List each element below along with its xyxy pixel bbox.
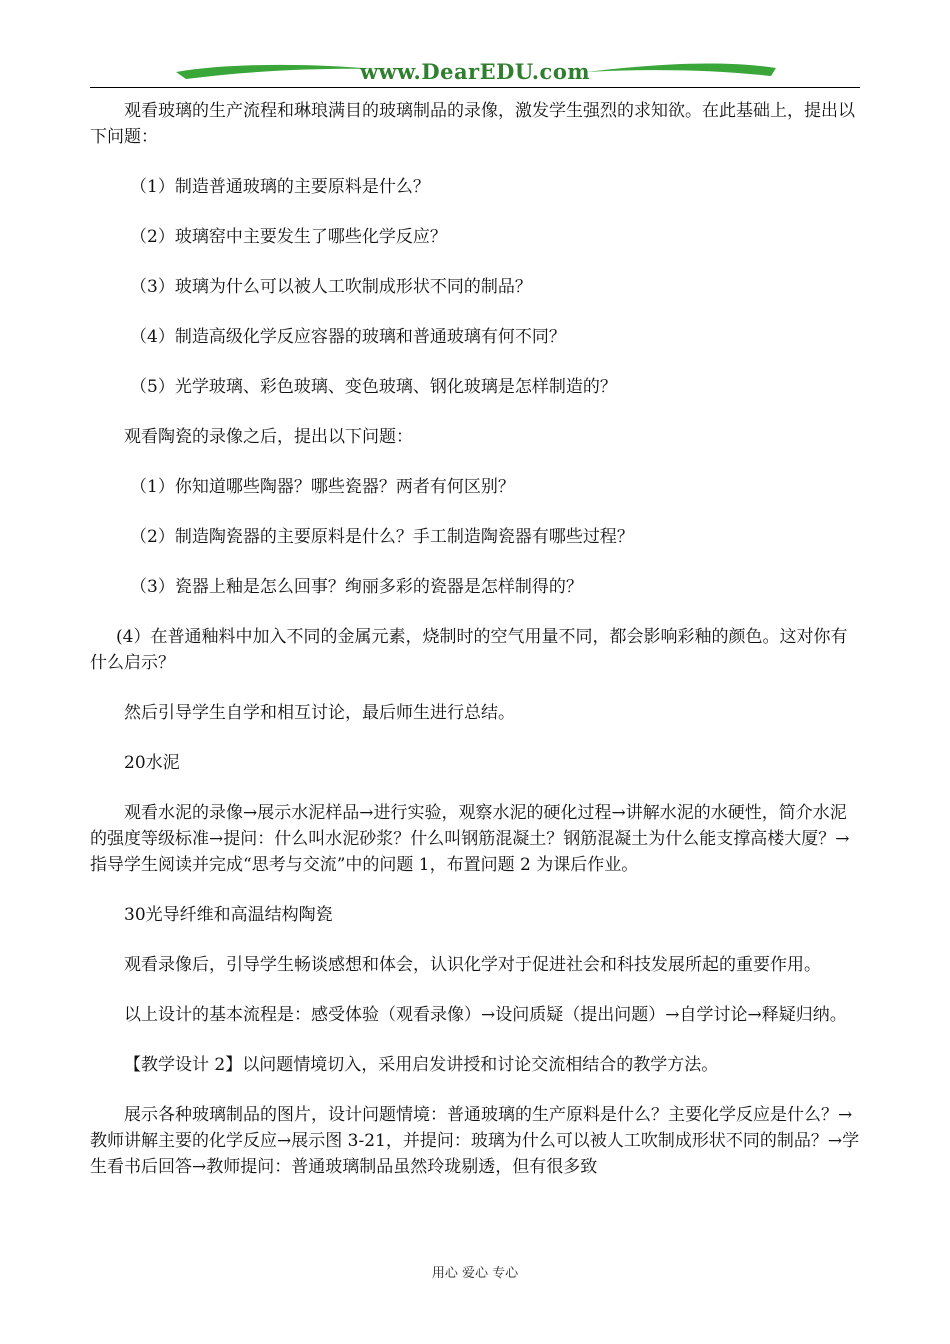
page-footer: 用心 爱心 专心: [431, 1266, 519, 1281]
glass-question-1: （1）制造普通玻璃的主要原料是什么？: [130, 177, 430, 197]
cement-paragraph: 观看水泥的录像→展示水泥样品→进行实验，观察水泥的硬化过程→讲解水泥的水硬性，简介水泥的强度等级标准→提问：什么叫水泥砂浆？什么叫钢筋混凝土？钢筋混凝土为什么能支撑高楼大厦？→指导学生阅读并完成“思考与交流”中的问题 1，布置问题 2 为课后作业。: [90, 803, 850, 875]
glass-question-2: （2）玻璃窑中主要发生了哪些化学反应？: [130, 227, 447, 247]
page-header: [90, 58, 860, 90]
section-heading-fiber: 30光导纤维和高温结构陶瓷: [124, 905, 333, 925]
section-heading-cement: 20水泥: [124, 753, 180, 773]
ceramics-question-3: （3）瓷器上釉是怎么回事？绚丽多彩的瓷器是怎样制得的？: [130, 577, 583, 597]
ceramics-question-1: （1）你知道哪些陶器？哪些瓷器？两者有何区别？: [130, 477, 515, 497]
ceramics-question-4: (4）在普通釉料中加入不同的金属元素，烧制时的空气用量不同，都会影响彩釉的颜色。这对你有什么启示？: [90, 627, 848, 673]
teaching-design-2-heading: 【教学设计 2】以问题情境切入，采用启发讲授和讨论交流相结合的教学方法。: [124, 1055, 719, 1075]
paragraph-intro: 观看玻璃的生产流程和琳琅满目的玻璃制品的录像，激发学生强烈的求知欲。在此基础上，提出以下问题：: [90, 101, 855, 147]
ceramics-question-2: （2）制造陶瓷器的主要原料是什么？手工制造陶瓷器有哪些过程？: [130, 527, 634, 547]
glass-question-5: （5）光学玻璃、彩色玻璃、变色玻璃、钢化玻璃是怎样制造的？: [130, 377, 617, 397]
glass-question-3: （3）玻璃为什么可以被人工吹制成形状不同的制品？: [130, 277, 532, 297]
teaching-design-2-paragraph: 展示各种玻璃制品的图片，设计问题情境：普通玻璃的生产原料是什么？主要化学反应是什么？→教师讲解主要的化学反应→展示图 3-21，并提问：玻璃为什么可以被人工吹制成形状不同的制品？→学生看书后回答→教师提问：普通玻璃制品虽然玲珑剔透，但有很多致: [90, 1105, 860, 1177]
fiber-paragraph: 观看录像后，引导学生畅谈感想和体会，认识化学对于促进社会和科技发展所起的重要作用。: [124, 955, 821, 975]
ceramics-intro: 观看陶瓷的录像之后，提出以下问题：: [124, 427, 413, 447]
document-body: [90, 98, 862, 1204]
logo-text: www.DearEDU.com: [359, 59, 591, 84]
summary-paragraph: 然后引导学生自学和相互讨论，最后师生进行总结。: [124, 703, 515, 723]
glass-question-4: （4）制造高级化学反应容器的玻璃和普通玻璃有何不同？: [130, 327, 566, 347]
header-rule: [90, 87, 860, 88]
flow-paragraph: 以上设计的基本流程是：感受体验（观看录像）→设问质疑（提出问题）→自学讨论→释疑归纳。: [124, 1005, 847, 1025]
